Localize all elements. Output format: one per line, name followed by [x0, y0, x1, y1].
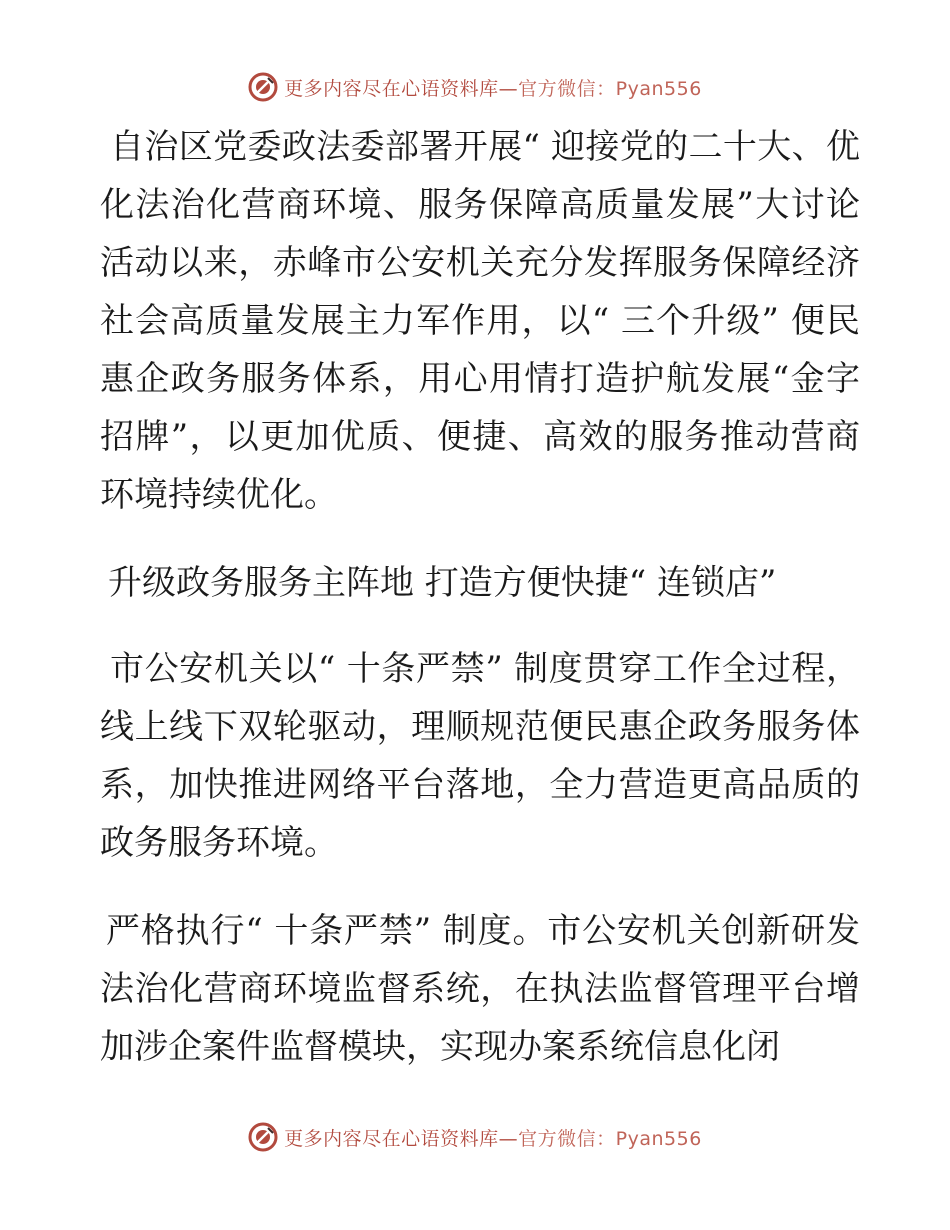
paragraph-strict: 严格执行“ 十条严禁” 制度。市公安机关创新研发法治化营商环境监督系统，在执法监督管理平台增加涉企案件监督模块，实现办案系统信息化闭 [100, 911, 860, 1067]
paragraph-section: 市公安机关以“ 十条严禁” 制度贯穿工作全过程，线上线下双轮驱动，理顺规范便民惠企政务服务体系，加快推进网络平台落地，全力营造更高品质的政务服务环境。 [100, 649, 860, 863]
red-seal-logo-icon [248, 1122, 278, 1152]
header-banner [0, 72, 950, 102]
footer-text: 更多内容尽在心语资料库—官方微信：Pyan556 [284, 1127, 702, 1150]
section-heading: 升级政务服务主阵地 打造方便快捷“ 连锁店” [108, 563, 777, 603]
red-seal-logo-icon [248, 72, 278, 102]
footer-banner [0, 1122, 950, 1152]
document-body [100, 118, 860, 1076]
header-text: 更多内容尽在心语资料库—官方微信：Pyan556 [284, 77, 702, 100]
paragraph-intro: 自治区党委政法委部署开展“ 迎接党的二十大、优化法治化营商环境、服务保障高质量发展”大讨论活动以来，赤峰市公安机关充分发挥服务保障经济社会高质量发展主力军作用，以“ 三个升级” 便民惠企政务服务体系，用心用情打造护航发展“金字招牌”，以更加优质、便捷、高效的服务推动营商环境持续优化。 [100, 127, 860, 515]
